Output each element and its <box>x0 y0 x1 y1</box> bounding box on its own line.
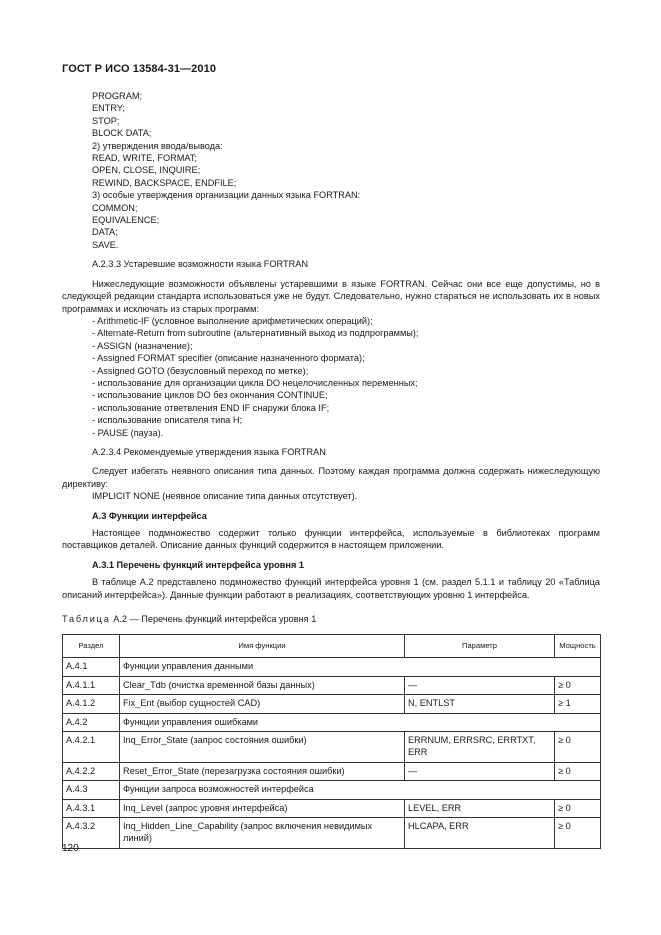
column-header-parameter: Параметр <box>405 635 555 658</box>
section-heading-a233: А.2.3.3 Устаревшие возможности языка FORTRAN <box>92 259 309 270</box>
table-cell: Inq_Error_State (запрос состояния ошибки) <box>120 732 405 762</box>
table-cell: Функции управления данными <box>120 658 601 677</box>
list-item: PROGRAM; <box>92 91 143 101</box>
page-number: 120 <box>62 843 79 854</box>
table-row <box>63 695 601 714</box>
table-caption-prefix: Таблица <box>62 614 111 625</box>
list-item: - Assigned FORMAT specifier (описание назначенного формата); <box>92 353 365 364</box>
table-caption-text: А.2 — Перечень функций интерфейса уровня 1 <box>113 614 317 625</box>
table-cell: ≥ 0 <box>555 676 601 695</box>
table-cell: ≥ 0 <box>555 818 601 848</box>
document-header: ГОСТ Р ИСО 13584-31—2010 <box>62 63 217 75</box>
table-cell: — <box>405 676 555 695</box>
table-cell: Inq_Level (запрос уровня интерфейса) <box>120 799 405 818</box>
table-cell: ≥ 0 <box>555 799 601 818</box>
list-item: READ, WRITE, FORMAT; <box>92 153 197 164</box>
obsolete-features-list <box>62 315 600 439</box>
list-item: - Arithmetic-IF (условное выполнение арифметических операций); <box>92 315 373 326</box>
list-item: - Alternate-Return from subroutine (альтернативный выход из подпрограммы); <box>92 328 419 339</box>
list-item: - PAUSE (пауза). <box>92 427 164 438</box>
table-cell: ≥ 0 <box>555 762 601 781</box>
list-item: - ASSIGN (назначение); <box>92 340 193 351</box>
list-item: OPEN, CLOSE, INQUIRE; <box>92 165 201 176</box>
list-item: EQUIVALENCE; <box>92 215 160 226</box>
table-row <box>63 732 601 762</box>
table-cell: N, ENTLST <box>405 695 555 714</box>
table-group-row <box>63 713 601 732</box>
table-cell: А.4.3 <box>63 781 120 800</box>
paragraph-a3: Настоящее подмножество содержит только функции интерфейса, используемые в библиотеках программ поставщиков деталей. Описание данных функций содержится в настоящем приложении. <box>62 528 600 551</box>
list-item: STOP; <box>92 115 120 126</box>
table-cell: — <box>405 762 555 781</box>
list-item: - использование ответвления END IF снаружи блока IF; <box>92 402 330 413</box>
table-cell: ≥ 0 <box>555 732 601 762</box>
list-item: REWIND, BACKSPACE, ENDFILE; <box>92 177 237 188</box>
table-cell: Clear_Tdb (очистка временной базы данных) <box>120 676 405 695</box>
table-cell: А.4.2.2 <box>63 762 120 781</box>
table-cell: А.4.3.1 <box>63 799 120 818</box>
list-item: - использование описателя типа H; <box>92 415 243 426</box>
table-cell: А.4.1.2 <box>63 695 120 714</box>
section-heading-a234: А.2.3.4 Рекомендуемые утверждения языка FORTRAN <box>92 446 326 457</box>
table-cell: ≥ 1 <box>555 695 601 714</box>
table-cell: А.4.2.1 <box>63 732 120 762</box>
table-cell: Fix_Ent (выбор сущностей CAD) <box>120 695 405 714</box>
column-header-power: Мощность <box>555 635 601 658</box>
table-cell: А.4.1 <box>63 658 120 677</box>
list-item: - использование для организации цикла DO нецелочисленных переменных; <box>92 377 418 388</box>
table-cell: Функции запроса возможностей интерфейса <box>120 781 601 800</box>
table-cell: А.4.2 <box>63 713 120 732</box>
statement-list-1 <box>62 90 600 251</box>
section-heading-a31: А.3.1 Перечень функций интерфейса уровня 1 <box>92 559 304 570</box>
list-item: - использование циклов DO без окончания CONTINUE; <box>92 390 328 401</box>
paragraph-a234: Следует избегать неявного описания типа данных. Поэтому каждая программа должна содержать нижеследующую директиву: <box>62 466 600 489</box>
column-header-function-name: Имя функции <box>120 635 405 658</box>
table-cell: Функции управления ошибками <box>120 713 601 732</box>
paragraph-a233: Нижеследующие возможности объявлены устаревшими в языке FORTRAN. Сейчас они все еще допустимы, но в следующей редакции стандарта использоваться уже не будут. Следовательно, нужно стараться не использовать их в новых программах и исключать из старых программ: <box>62 278 600 314</box>
table-cell: LEVEL, ERR <box>405 799 555 818</box>
column-header-section: Раздел <box>63 635 120 658</box>
functions-table <box>62 634 601 848</box>
list-item: COMMON; <box>92 202 138 213</box>
table-row <box>63 799 601 818</box>
table-cell: ERRNUM, ERRSRC, ERRTXT, ERR <box>405 732 555 762</box>
table-row <box>63 676 601 695</box>
directive-line: IMPLICIT NONE (неявное описание типа данных отсутствует). <box>92 491 358 502</box>
table-group-row <box>63 658 601 677</box>
list-item: 3) особые утверждения организации данных языка FORTRAN: <box>92 190 361 201</box>
table-cell: HLCAPA, ERR <box>405 818 555 848</box>
table-caption <box>62 613 600 625</box>
list-item: - Assigned GOTO (безусловный переход по метке); <box>92 365 309 376</box>
table-header-row <box>63 635 601 658</box>
table-cell: Reset_Error_State (перезагрузка состояния ошибки) <box>120 762 405 781</box>
list-item: BLOCK DATA; <box>92 128 152 139</box>
list-item: ENTRY; <box>92 103 125 114</box>
table-cell: А.4.1.1 <box>63 676 120 695</box>
table-row <box>63 762 601 781</box>
list-item: DATA; <box>92 227 118 238</box>
table-group-row <box>63 781 601 800</box>
table-row <box>63 818 601 848</box>
paragraph-a31: В таблице А.2 представлено подмножество функций интерфейса уровня 1 (см. раздел 5.1.1 и таблицу 20 «Таблица описаний интерфейса»). Данные функции работают в реализациях, соответствующих уровню 1 интерфейса. <box>62 577 600 600</box>
page-content <box>62 90 600 849</box>
list-item: 2) утверждения ввода/вывода: <box>92 140 223 151</box>
section-heading-a3: А.3 Функции интерфейса <box>92 510 207 521</box>
table-cell: Inq_Hidden_Line_Capability (запрос включения невидимых линий) <box>120 818 405 848</box>
list-item: SAVE. <box>92 239 119 250</box>
table-cell: А.4.3.2 <box>63 818 120 848</box>
